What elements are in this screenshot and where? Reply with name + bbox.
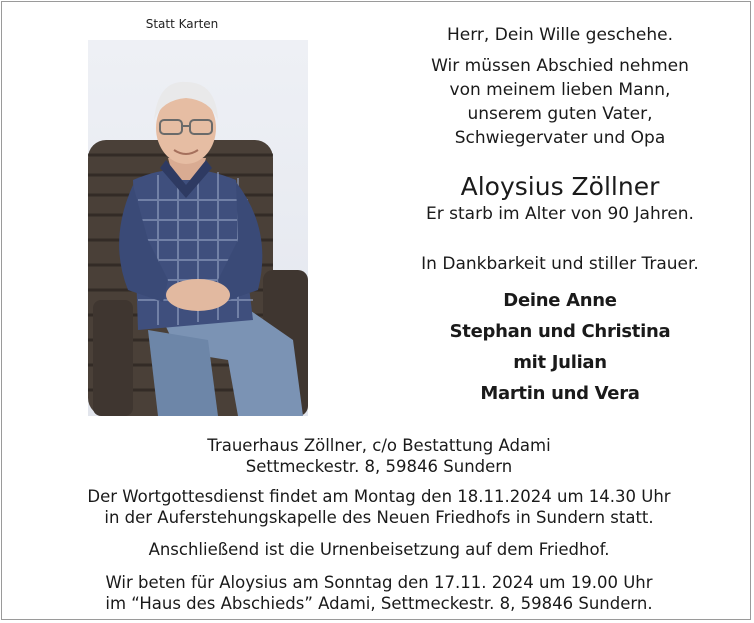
address-line: Settmeckestr. 8, 59846 Sundern	[245, 457, 513, 476]
service-line: in der Auferstehungskapelle des Neuen Friedhofs in Sundern statt.	[104, 508, 654, 527]
burial-info	[2, 539, 754, 560]
farewell-line: Wir müssen Abschied nehmen	[431, 56, 689, 76]
farewell-line: von meinem lieben Mann,	[449, 80, 671, 100]
service-info	[2, 486, 754, 528]
burial-line: Anschließend ist die Urnenbeisetzung auf dem Friedhof.	[148, 540, 610, 559]
deceased-name: Aloysius Zöllner	[460, 172, 660, 201]
opening-line: Herr, Dein Wille geschehe.	[447, 25, 673, 45]
mourning-house-address	[2, 435, 754, 477]
prayer-line: im “Haus des Abschieds” Adami, Settmeckestr. 8, 59846 Sundern.	[105, 594, 653, 613]
age-text: Er starb im Alter von 90 Jahren.	[426, 204, 694, 224]
family-member: Martin und Vera	[480, 383, 640, 404]
farewell-line: unserem guten Vater,	[467, 104, 653, 124]
prayer-info	[2, 572, 754, 614]
family-list	[364, 285, 754, 409]
family-member: Stephan und Christina	[449, 321, 671, 342]
mourning-text: In Dankbarkeit und stiller Trauer.	[421, 254, 699, 274]
header-note: Statt Karten	[145, 17, 219, 31]
farewell-line: Schwiegervater und Opa	[454, 128, 666, 148]
service-line: Der Wortgottesdienst findet am Montag den 18.11.2024 um 14.30 Uhr	[87, 487, 671, 506]
portrait-photo	[88, 40, 308, 416]
family-member: Deine Anne	[503, 290, 617, 311]
prayer-line: Wir beten für Aloysius am Sonntag den 17.11. 2024 um 19.00 Uhr	[105, 573, 653, 592]
family-member: mit Julian	[513, 352, 607, 373]
address-line: Trauerhaus Zöllner, c/o Bestattung Adami	[207, 436, 551, 455]
obituary-card	[1, 1, 751, 620]
farewell-verse	[364, 54, 754, 150]
